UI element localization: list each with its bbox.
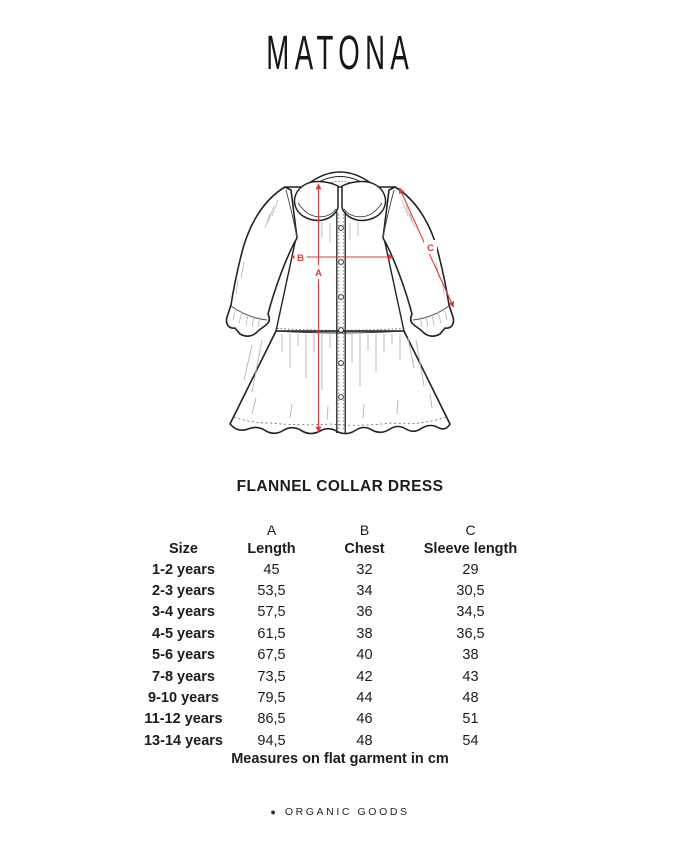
brand-logo-text: MATONA [266,25,414,80]
size-cell: 4-5 years [152,625,215,642]
measurement-label-b: B [297,253,304,264]
header-sleeve-length: Sleeve length [423,540,518,557]
length-cell: 53,5 [257,583,286,600]
size-table-body [139,559,527,752]
chest-cell: 48 [356,732,373,749]
table-row [139,623,527,644]
chest-cell: 40 [356,647,373,664]
sleeve-cell: 38 [462,647,479,664]
footer-tagline [0,806,680,818]
column-letter-b: B [359,521,370,538]
table-row [139,730,527,751]
table-row [139,666,527,687]
table-row [139,645,527,666]
table-row [139,602,527,623]
bullet-icon: ● [270,807,276,817]
dress-diagram [205,150,475,450]
column-letter-row [139,521,527,538]
sleeve-cell: 30,5 [456,583,485,600]
sleeve-cell: 43 [462,668,479,685]
length-cell: 79,5 [257,690,286,707]
chest-cell: 36 [356,604,373,621]
size-cell: 1-2 years [152,561,215,578]
size-table [139,521,527,752]
length-cell: 57,5 [257,604,286,621]
chest-cell: 32 [356,561,373,578]
size-cell: 13-14 years [143,732,223,749]
length-cell: 45 [263,561,280,578]
size-cell: 2-3 years [152,583,215,600]
table-footnote: Measures on flat garment in cm [231,751,449,767]
length-cell: 67,5 [257,647,286,664]
dress-figure [205,150,475,450]
chest-cell: 44 [356,690,373,707]
chest-cell: 34 [356,583,373,600]
header-length: Length [247,540,296,557]
brand-logo [0,24,680,78]
sleeve-cell: 34,5 [456,604,485,621]
measurement-label-a: A [315,268,322,279]
size-cell: 5-6 years [152,647,215,664]
table-row [139,709,527,730]
length-cell: 94,5 [257,732,286,749]
sleeve-cell: 48 [462,690,479,707]
chest-cell: 46 [356,711,373,728]
size-cell: 3-4 years [152,604,215,621]
length-cell: 73,5 [257,668,286,685]
header-chest: Chest [344,540,385,557]
length-cell: 61,5 [257,625,286,642]
table-row [139,580,527,601]
size-cell: 7-8 years [152,668,215,685]
column-letter-c: C [465,521,476,538]
column-header-row [139,538,527,559]
header-size: Size [168,540,198,557]
dress-skirt [230,331,450,434]
length-cell: 86,5 [257,711,286,728]
table-row [139,559,527,580]
size-cell: 9-10 years [148,690,219,707]
chest-cell: 42 [356,668,373,685]
product-title: FLANNEL COLLAR DRESS [236,478,444,495]
sleeve-cell: 36,5 [456,625,485,642]
sleeve-cell: 54 [462,732,479,749]
size-cell: 11-12 years [144,711,223,728]
chest-cell: 38 [356,625,373,642]
footer-tagline-text: ORGANIC GOODS [284,806,410,818]
column-letter-a: A [266,521,277,538]
sleeve-cell: 51 [462,711,479,728]
table-row [139,687,527,708]
sleeve-cell: 29 [462,561,479,578]
measurement-label-c: C [427,243,434,254]
